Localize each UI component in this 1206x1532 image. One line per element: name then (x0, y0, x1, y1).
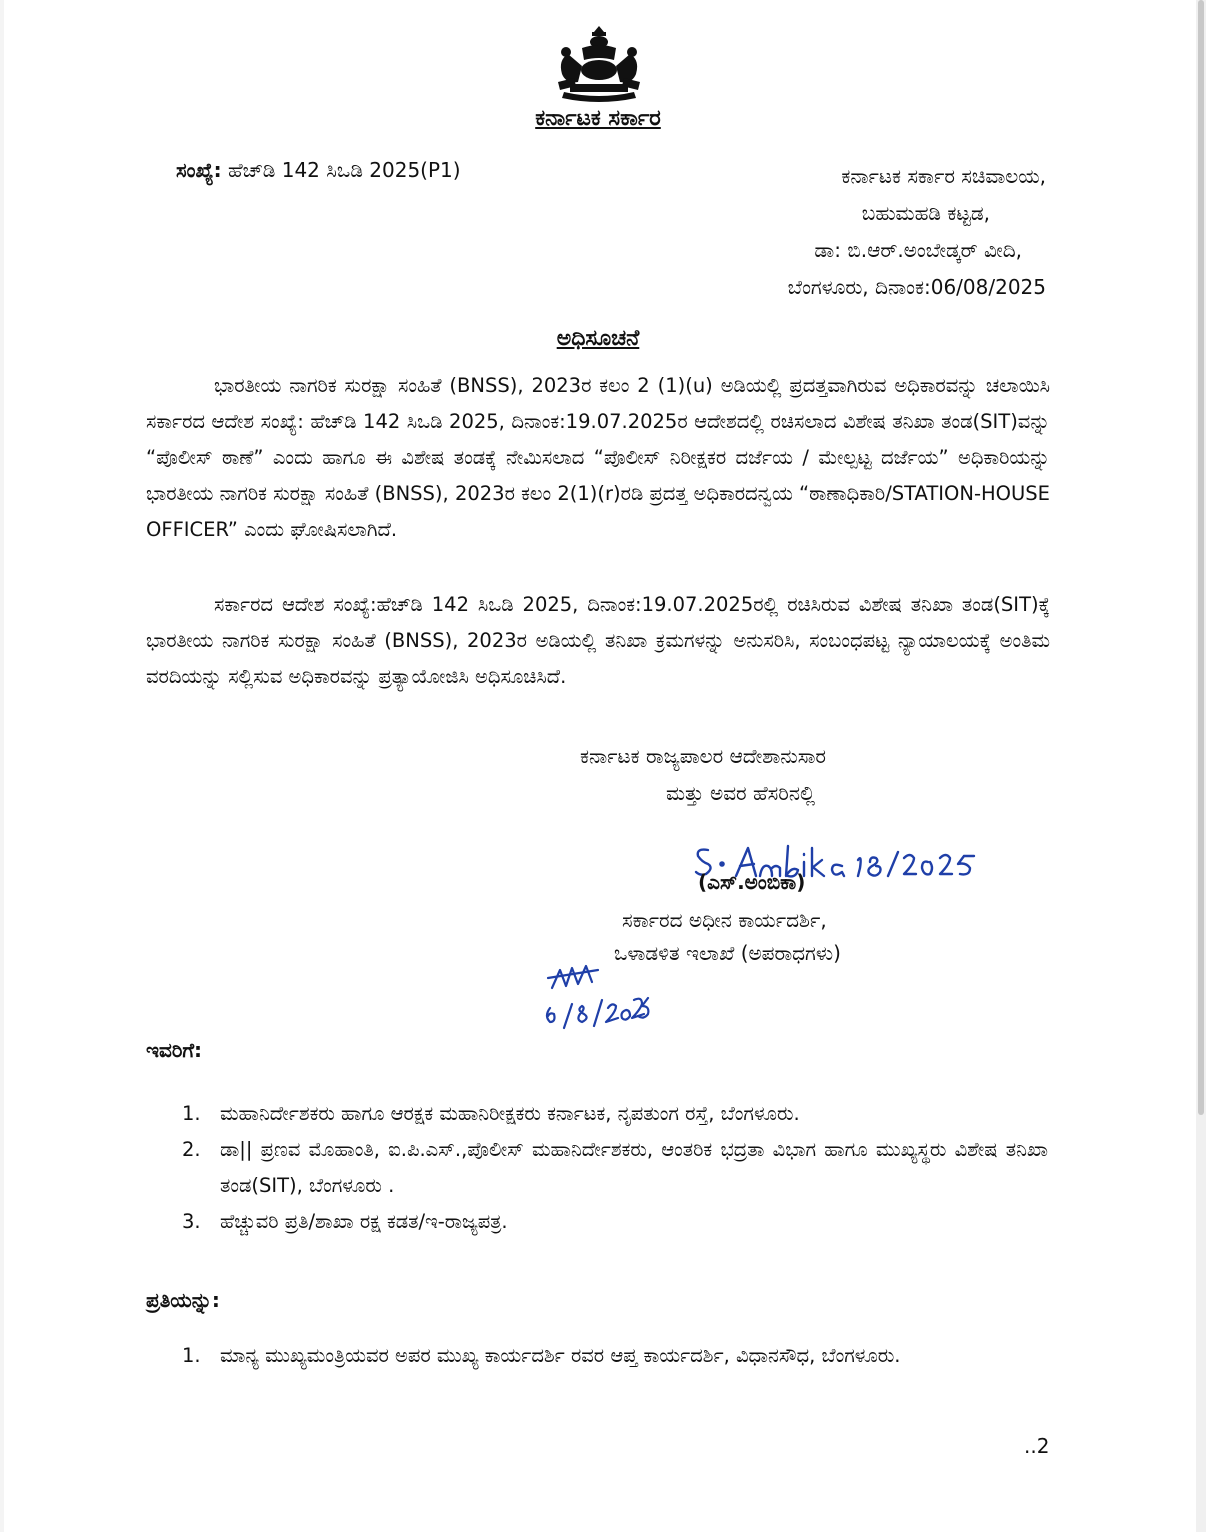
list-item (182, 1338, 1048, 1374)
reference-label: ಸಂಖ್ಯೆ: (176, 158, 222, 182)
list-item-text: ಡಾ|| ಪ್ರಣವ ಮೊಹಾಂತಿ, ಐ.ಪಿ.ಎಸ್.,ಪೊಲೀಸ್ ಮಹಾನಿರ್ದೇಶಕರು, ಆಂತರಿಕ ಭದ್ರತಾ ವಿಭಾಗ ಹಾಗೂ ಮುಖ್ಯಸ್ಥರು ವಿಶೇಷ ತನಿಖಾ ತಂಡ(SIT), ಬೆಂಗಳೂರು . (220, 1138, 1048, 1197)
list-item-text: ಮಾನ್ಯ ಮುಖ್ಯಮಂತ್ರಿಯವರ ಅಪರ ಮುಖ್ಯ ಕಾರ್ಯದರ್ಶಿ ರವರ ಆಪ್ತ ಕಾರ್ಯದರ್ಶಿ, ವಿಧಾನಸೌಧ, ಬೆಂಗಳೂರು. (220, 1344, 901, 1367)
designation-line-2: ಒಳಾಡಳಿತ ಇಲಾಖೆ (ಅಪರಾಧಗಳು) (614, 941, 841, 965)
reference-value: ಹೆಚ್‌ಡಿ 142 ಸಿಒಡಿ 2025(P1) (221, 158, 461, 182)
list-item-number: 1. (182, 1102, 201, 1125)
copies-list (182, 1338, 1048, 1374)
notification-title: ಅಧಿಸೂಚನೆ (556, 326, 640, 351)
governor-order (580, 738, 826, 812)
address-line-2: ಬಹುಮಹಡಿ ಕಟ್ಟಡ, (861, 201, 990, 225)
body-paragraph-1 (146, 368, 1050, 548)
page-edge-left (0, 0, 4, 1532)
list-item (182, 1132, 1048, 1204)
list-item-text: ಹೆಚ್ಚುವರಿ ಪ್ರತಿ/ಶಾಖಾ ರಕ್ಷ ಕಡತ/ಇ-ರಾಜ್ಯಪತ್ರ. (220, 1210, 508, 1233)
address-line-1: ಕರ್ನಾಟಕ ಸರ್ಕಾರ ಸಚಿವಾಲಯ, (841, 164, 1046, 188)
copies-heading: ಪ್ರತಿಯನ್ನು: (146, 1288, 220, 1312)
address-line-4: ಬೆಂಗಳೂರು, ದಿನಾಂಕ:06/08/2025 (787, 275, 1046, 299)
page-number: ..2 (1024, 1434, 1050, 1458)
list-item-number: 3. (182, 1210, 201, 1233)
list-item (182, 1204, 1048, 1240)
body-paragraph-2 (146, 587, 1050, 695)
office-address (700, 158, 1046, 306)
signatory-name: (ಎಸ್.ಅಂಬಿಕಾ) (698, 870, 806, 894)
designation-line-1: ಸರ್ಕಾರದ ಅಧೀನ ಕಾರ್ಯದರ್ಶಿ, (622, 908, 827, 932)
list-item-number: 1. (182, 1344, 201, 1367)
list-item-text: ಮಹಾನಿರ್ದೇಶಕರು ಹಾಗೂ ಆರಕ್ಷಕ ಮಹಾನಿರೀಕ್ಷಕರು ಕರ್ನಾಟಕ, ನೃಪತುಂಗ ರಸ್ತೆ, ಬೆಂಗಳೂರು. (220, 1102, 800, 1125)
recipients-list (182, 1096, 1048, 1240)
order-line-2: ಮತ್ತು ಅವರ ಹೆಸರಿನಲ್ಲಿ (666, 781, 816, 805)
paragraph-2-text: ಸರ್ಕಾರದ ಆದೇಶ ಸಂಖ್ಯೆ:ಹೆಚ್‌ಡಿ 142 ಸಿಒಡಿ 2025, ದಿನಾಂಕ:19.07.2025ರಲ್ಲಿ ರಚಿಸಿರುವ ವಿಶೇಷ ತನಿಖಾ ತಂಡ(SIT)ಕ್ಕೆ ಭಾರತೀಯ ನಾಗರಿಕ ಸುರಕ್ಷಾ ಸಂಹಿತೆ (BNSS), 2023ರ ಅಡಿಯಲ್ಲಿ ತನಿಖಾ ಕ್ರಮಗಳನ್ನು ಅನುಸರಿಸಿ, ಸಂಬಂಧಪಟ್ಟ ನ್ಯಾಯಾಲಯಕ್ಕೆ ಅಂತಿಮ ವರದಿಯನ್ನು ಸಲ್ಲಿಸುವ ಅಧಿಕಾರವನ್ನು ಪ್ರತ್ಯಾಯೋಜಿಸಿ ಅಧಿಸೂಚಿಸಿದೆ. (146, 593, 1050, 688)
list-item (182, 1096, 1048, 1132)
list-item-number: 2. (182, 1138, 201, 1161)
paragraph-1-text: ಭಾರತೀಯ ನಾಗರಿಕ ಸುರಕ್ಷಾ ಸಂಹಿತೆ (BNSS), 2023ರ ಕಲಂ 2 (1)(u) ಅಡಿಯಲ್ಲಿ ಪ್ರದತ್ತವಾಗಿರುವ ಅಧಿಕಾರವನ್ನು ಚಲಾಯಿಸಿ ಸರ್ಕಾರದ ಆದೇಶ ಸಂಖ್ಯೆ: ಹೆಚ್‌ಡಿ 142 ಸಿಒಡಿ 2025, ದಿನಾಂಕ:19.07.2025ರ ಆದೇಶದಲ್ಲಿ ರಚಿಸಲಾದ ವಿಶೇಷ ತನಿಖಾ ತಂಡ(SIT)ವನ್ನು “ಪೊಲೀಸ್ ಠಾಣೆ” ಎಂದು ಹಾಗೂ ಈ ವಿಶೇಷ ತಂಡಕ್ಕೆ ನೇಮಿಸಲಾದ “ಪೊಲೀಸ್ ನಿರೀಕ್ಷಕರ ದರ್ಜೆಯ / ಮೇಲ್ಪಟ್ಟ ದರ್ಜೆಯ” ಅಧಿಕಾರಿಯನ್ನು ಭಾರತೀಯ ನಾಗರಿಕ ಸುರಕ್ಷಾ ಸಂಹಿತೆ (BNSS), 2023ರ ಕಲಂ 2(1)(r)ರಡಿ ಪ್ರದತ್ತ ಅಧಿಕಾರದನ್ವಯ “ಠಾಣಾಧಿಕಾರಿ/STATION-HOUSE OFFICER” ಎಂದು ಘೋಷಿಸಲಾಗಿದೆ. (146, 374, 1050, 541)
order-line-1: ಕರ್ನಾಟಕ ರಾಜ್ಯಪಾಲರ ಆದೇಶಾನುಸಾರ (580, 744, 827, 768)
government-title: ಕರ್ನಾಟಕ ಸರ್ಕಾರ (535, 106, 661, 131)
karnataka-emblem-icon (548, 26, 650, 106)
reference-number (176, 158, 461, 182)
recipients-heading: ಇವರಿಗೆ: (146, 1038, 203, 1062)
handwritten-initials (540, 960, 650, 1032)
address-line-3: ಡಾ: ಬಿ.ಆರ್.ಅಂಬೇಡ್ಕರ್ ವೀದಿ, (814, 238, 1022, 262)
scrollbar-thumb[interactable] (1198, 0, 1204, 1115)
